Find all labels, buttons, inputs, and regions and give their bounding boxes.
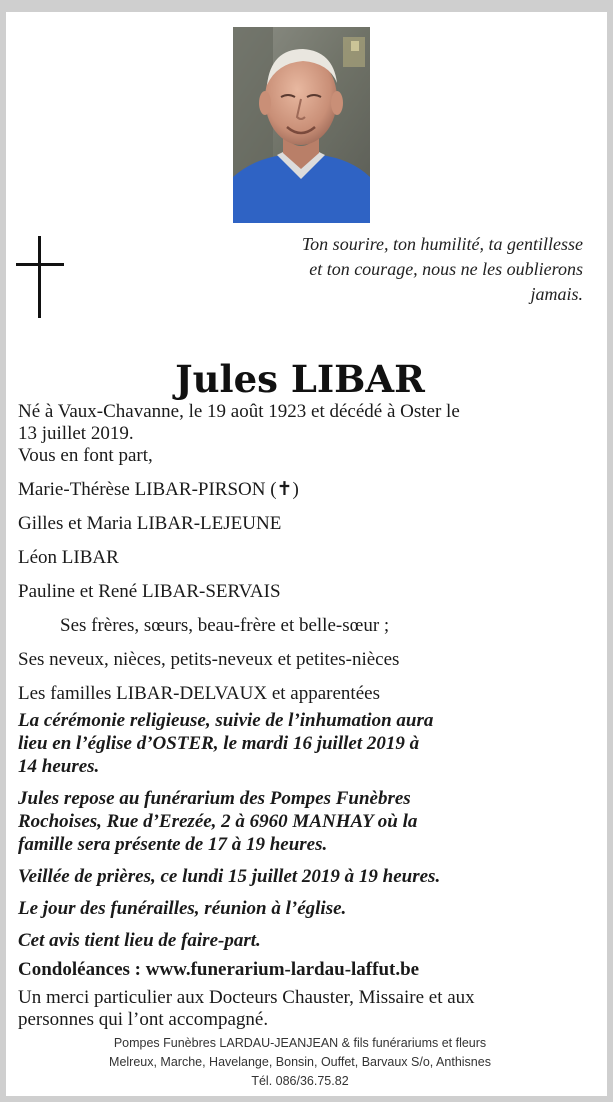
notice-line: Cet avis tient lieu de faire-part. (18, 930, 261, 951)
family-member: Les familles LIBAR-DELVAUX et apparentées (18, 683, 380, 704)
ceremony-info (18, 709, 590, 778)
obituary-body (18, 401, 590, 1031)
ceremony-line: lieu en l’église d’OSTER, le mardi 16 juillet 2019 à (18, 733, 420, 754)
funeral-home-footer (0, 1034, 600, 1091)
family-member: Gilles et Maria LIBAR-LEJEUNE (18, 513, 282, 534)
quote-line: Ton sourire, ton humilité, ta gentillesse (301, 234, 583, 254)
cross-icon (16, 236, 64, 318)
footer-line: Melreux, Marche, Havelange, Bonsin, Ouffet, Barvaux S/o, Anthisnes (109, 1055, 491, 1069)
family-member: Ses neveux, nièces, petits-neveux et petites-nièces (18, 649, 400, 670)
memorial-quote (163, 232, 583, 307)
family-member: Ses frères, sœurs, beau-frère et belle-sœur ; (60, 615, 390, 636)
ceremony-line: 14 heures. (18, 756, 100, 777)
birth-death-line: Né à Vaux-Chavanne, le 19 août 1923 et décédé à Oster le (18, 401, 460, 422)
footer-phone: Tél. 086/36.75.82 (251, 1074, 349, 1088)
announcement-line: Vous en font part, (18, 445, 153, 466)
funerarium-info (18, 787, 590, 856)
footer-line: Pompes Funèbres LARDAU-JEANJEAN & fils funérariums et fleurs (113, 1036, 487, 1050)
quote-line: et ton courage, nous ne les oublierons (309, 259, 583, 279)
ceremony-line: La cérémonie religieuse, suivie de l’inhumation aura (18, 710, 434, 731)
birth-death-line: 13 juillet 2019. (18, 423, 134, 444)
funerarium-line: Rochoises, Rue d’Erezée, 2 à 6960 MANHAY où la (18, 811, 418, 832)
vigil-info: Veillée de prières, ce lundi 15 juillet 2019 à 19 heures. (18, 866, 441, 887)
deceased-name: Jules LIBAR (175, 357, 425, 401)
funerarium-line: Jules repose au funérarium des Pompes Funèbres (18, 788, 411, 809)
portrait-photo (233, 27, 370, 223)
condolences-link[interactable]: Condoléances : www.funerarium-lardau-laffut.be (18, 959, 420, 980)
thanks-line: Un merci particulier aux Docteurs Chauster, Missaire et aux (18, 987, 475, 1008)
quote-line: jamais. (530, 284, 583, 304)
funeral-day-info: Le jour des funérailles, réunion à l’église. (18, 898, 347, 919)
family-member: Pauline et René LIBAR-SERVAIS (18, 581, 281, 602)
thanks-line: personnes qui l’ont accompagné. (18, 1009, 269, 1030)
funerarium-line: famille sera présente de 17 à 19 heures. (18, 834, 328, 855)
family-member: Marie-Thérèse LIBAR-PIRSON (✝) (18, 479, 299, 500)
family-member: Léon LIBAR (18, 547, 119, 568)
